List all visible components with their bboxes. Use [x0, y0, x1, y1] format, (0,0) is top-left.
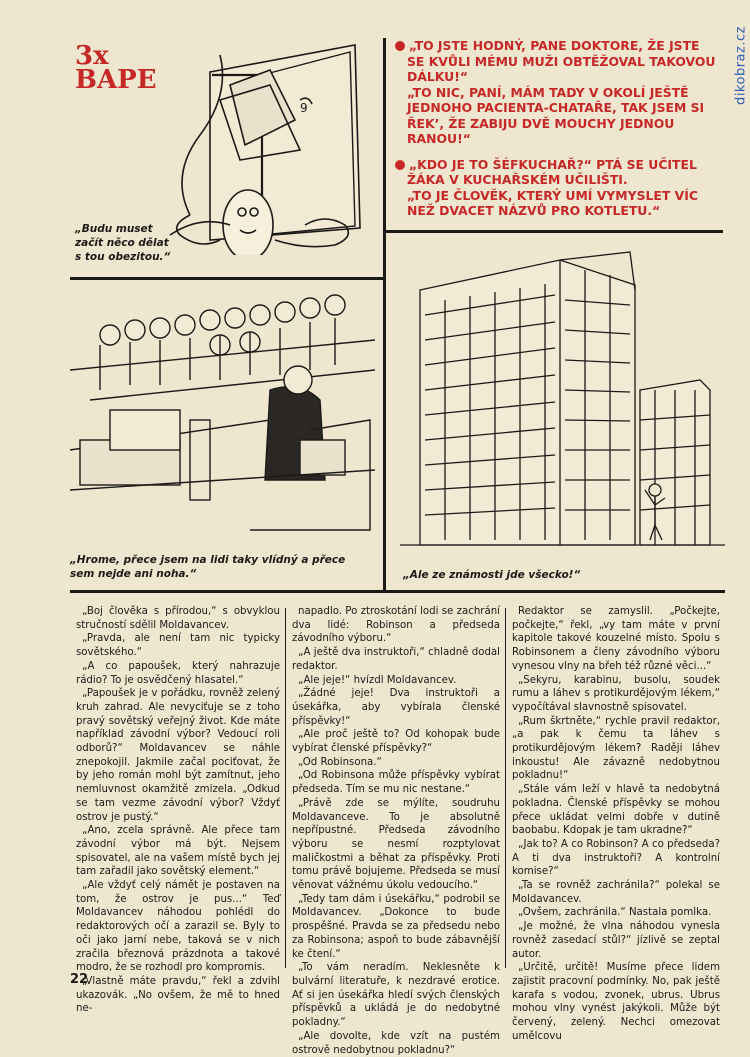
paragraph: „Právě zde se mýlíte, soudruhu Moldavanceve. To je absolutně nepřípustné. Předseda závodního výboru se nesmí rozptylovat maličkostmi a běhat za příspěvky. Proti tomu právě bojujeme. Předseda se musí věnovat vážnému úkolu vedoucího.“: [292, 797, 500, 892]
paragraph: napadlo. Po ztroskotání lodi se zachrání dva lidé: Robinson a předseda závodního výboru.“: [292, 606, 500, 645]
bullet-icon: [395, 41, 405, 51]
cartoon-empty-shop: [70, 290, 375, 535]
section-logo: [75, 41, 157, 95]
caption-cartoon-2: „Hrome, přece jsem na lidi taky vlídný a přece sem nejde ani noha.“: [70, 554, 346, 580]
joke-1: [395, 38, 720, 147]
rule-top-horizontal: [70, 277, 385, 280]
paragraph: Redaktor se zamyslil. „Počkejte, počkejte,“ řekl, „vy tam máte v první kapitole takové kouzelné místo. Spolu s Robinsonem a členy závodního výboru vynesou vlny na břeh též různé věci...“: [512, 606, 720, 672]
paragraph: „Tedy tam dám i úsekářku,“ podrobil se Moldavancev. „Dokonce to bude prospěšné. Pravda se za předsedu nebo za Robinsona; aspoň to bude zábavnější ke čtení.“: [292, 893, 500, 960]
paragraph: „Ta se rovněž zachránila?“ polekal se Moldavancev.: [512, 880, 720, 905]
paragraph: „Jak to? A co Robinson? A co předseda? A ti dva instruktoři? A kontrolní komise?“: [512, 838, 720, 878]
paragraph: „Ale vždyť celý námět je postaven na tom, že ostrov je pus...“ Teď Moldavancev náhodou pohlédl do redaktorových očí a zarazil se. Byly to oči jako jarní nebe, taková se v nich zračila březnová prázdnota a takové modro, že se rozhodl pro kompromis.: [76, 880, 280, 974]
paragraph: „Pravda, ale není tam nic typicky sovětského.“: [76, 633, 280, 659]
page-number: 22: [70, 972, 89, 987]
watermark: [730, 8, 748, 128]
joke-2-line-1: „KDO JE TO ŠÉFKUCHAŘ?“ PTÁ SE UČITEL ŽÁKA V KUCHAŘSKÉM UČILIŠTI.: [407, 156, 697, 187]
caption-cartoon-3: „Ale ze známosti jde všecko!“: [403, 569, 581, 581]
rule-bottom-horizontal: [70, 590, 725, 593]
logo-line-1: 3x: [75, 41, 109, 71]
cartoon-building: [400, 240, 725, 570]
story-column-3: [512, 605, 720, 1044]
story-column-2: [292, 605, 500, 1057]
joke-1-line-2: „TO NIC, PANÍ, MÁM TADY V OKOLÍ JEŠTĚ JEDNOHO PACIENTA-CHATAŘE, TAK JSEM SI ŘEK’, ŽE ZABIJU DVĚ MOUCHY JEDNOU RANOU!“: [407, 84, 705, 146]
jokes-block: [395, 38, 720, 229]
paragraph: „A ještě dva instruktoři,“ chladně dodal redaktor.: [292, 647, 500, 672]
paragraph: „Vlastně máte pravdu,“ řekl a zdvihl ukazovák. „No ovšem, že mě to hned ne-: [76, 975, 280, 1015]
paragraph: „Určitě, určitě! Musíme přece lidem zajistit pracovní podmínky. No, pak ještě karafa s vodou, zvonek, ubrus. Ubrus mohou vlny vynést jakýkoli. Může být červený, zelený. Nechci omezovat umělcovu: [512, 962, 720, 1042]
paragraph: „Od Robinsona.“: [298, 756, 382, 768]
joke-1-line-1: „TO JSTE HODNÝ, PANE DOKTORE, ŽE JSTE SE KVŮLI MÉMU MUŽI OBTĚŽOVAL TAKOVOU DÁLKU!“: [407, 38, 716, 84]
joke-2-line-2: „TO JE ČLOVĚK, KTERÝ UMÍ VYMYSLET VÍC NEŽ DVACET NÁZVŮ PRO KOTLETU.“: [407, 187, 698, 218]
rule-right-horizontal: [383, 230, 723, 233]
paragraph: „Ale jeje!“ hvízdl Moldavancev.: [298, 674, 457, 686]
rule-mid-vertical: [383, 280, 386, 590]
paragraph: „Stále vám leží v hlavě ta nedobytná pokladna. Členské příspěvky se mohou přece ukládat velmi dobře v dutině baobabu. Kdopak je tam ukradne?“: [512, 784, 720, 837]
rule-top-vertical: [383, 38, 386, 280]
paragraph: „Sekyru, karabinu, busolu, soudek rumu a láhev s protikurdějovým lékem,“ vypočítával slavnostně spisovatel.: [512, 674, 720, 713]
paragraph: „To vám neradím. Neklesněte k bulvární literatuře, k nezdravé erotice. Ať si jen úsekářka hledí svých členských příspěvků a ukládá je do nedobytné pokladny.“: [292, 962, 500, 1029]
paragraph: „Žádné jeje! Dva instruktoři a úsekářka, aby vybírala členské příspěvky!“: [292, 688, 500, 727]
story-column-1: [76, 605, 280, 1016]
paragraph: „Od Robinsona může příspěvky vybírat předseda. Tím se mu nic nestane.“: [292, 770, 500, 796]
cartoon-obesity: [150, 40, 370, 255]
paragraph: „Ale dovolte, kde vzít na pustém ostrově nedobytnou pokladnu?“: [292, 1030, 500, 1056]
paragraph: „Boj člověka s přírodou,“ s obvyklou stručností sdělil Moldavancev.: [76, 606, 280, 631]
paragraph: „Ovšem, zachránila.“ Nastala pomlka.: [518, 907, 712, 919]
joke-2: [395, 157, 720, 219]
paragraph: „Ale proč ještě to? Od kohopak bude vybírat členské příspěvky?“: [292, 729, 500, 755]
paragraph: „A co papoušek, který nahrazuje rádio? To je osvědčený hlasatel.“: [76, 660, 280, 686]
bullet-icon: [395, 160, 405, 170]
caption-cartoon-1: „Budu muset začít něco dělat s tou obezitou.“: [75, 223, 171, 263]
paragraph: „Rum škrtněte,“ rychle pravil redaktor, „a pak k čemu ta láhev s protikurdějovým lékem? Raději láhev inkoustu! Ale závazně nedobytnou pokladnu!“: [512, 715, 720, 782]
paragraph: „Papoušek je v pořádku, rovněž zelený kruh zahrad. Ale nevyciťuje se z toho pravý sovětský veřejný život. Kde máte například závodní výbor? Vedoucí roli odborů?“ Moldavancev se náhle znepokojil. Jakmile začal pociťovat, že by jeho román mohl být zamítnut, jeho nemluvnost okamžitě zmizela. „Odkud se tam vezme závodní výbor? Vždyť ostrov je pustý.“: [76, 688, 280, 823]
watermark-text: dikobraz.cz: [733, 26, 749, 105]
svg-text:9: 9: [300, 101, 308, 115]
paragraph: „Ano, zcela správně. Ale přece tam závodní výbor má být. Nejsem spisovatel, ale na vašem místě bych jej tam zařadil jako sovětský element.“: [76, 825, 280, 878]
paragraph: „Je možné, že vlna náhodou vynesla rovněž zasedací stůl?“ jízlivě se zeptal autor.: [512, 921, 720, 960]
logo-line-2: BAPE: [75, 65, 157, 95]
